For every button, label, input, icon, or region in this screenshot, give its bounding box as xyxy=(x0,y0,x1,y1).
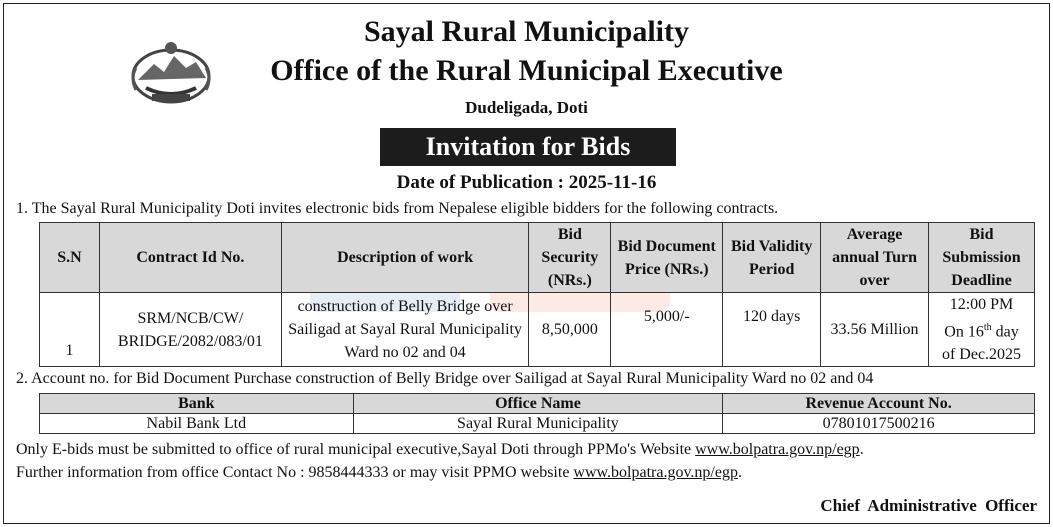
col-contract-id: Contract Id No. xyxy=(99,223,281,293)
ppmo-link-2[interactable]: www.bolpatra.gov.np/egp xyxy=(573,464,738,481)
submission-note xyxy=(16,440,864,460)
col-revenue-account: Revenue Account No. xyxy=(723,394,1035,414)
deadline-suffix: day xyxy=(991,323,1019,341)
cell-bid-security: 8,50,000 xyxy=(529,293,611,367)
deadline-time: 12:00 PM xyxy=(949,296,1014,313)
intro-text: 1. The Sayal Rural Municipality Doti invites electronic bids from Nepalese eligible bidders for the following contracts. xyxy=(16,200,779,217)
deadline-sup: th xyxy=(983,322,992,333)
ppmo-link[interactable]: www.bolpatra.gov.np/egp xyxy=(695,441,860,458)
account-note: 2. Account no. for Bid Document Purchase construction of Belly Bridge over Sailigad at Sayal Rural Municipality Ward no 02 and 04 xyxy=(16,370,874,387)
table-row xyxy=(40,293,1035,367)
cell-sn: 1 xyxy=(40,293,100,367)
col-description: Description of work xyxy=(281,223,529,293)
col-deadline: Bid Submission Deadline xyxy=(929,223,1035,293)
deadline-date: of Dec.2025 xyxy=(941,346,1022,364)
col-bid-security: Bid Security (NRs.) xyxy=(529,223,611,293)
signature: Chief Administrative Officer xyxy=(820,496,1037,515)
cell-turnover: 33.56 Million xyxy=(821,293,929,367)
col-sn: S.N xyxy=(40,223,100,293)
contact-text: Further information from office Contact No : 9858444333 or may visit PPMO website xyxy=(16,464,574,481)
cell-document-price: 5,000/- xyxy=(611,293,723,367)
bid-table-header xyxy=(40,223,1035,293)
account-table xyxy=(39,393,1035,434)
contact-end: . xyxy=(737,464,742,481)
cell-description: construction of Belly Bridge over Sailigad at Sayal Rural Municipality Ward no 02 and 04 xyxy=(281,293,529,367)
location: Dudeligada, Doti xyxy=(465,98,588,117)
cell-office-name: Sayal Rural Municipality xyxy=(353,414,723,434)
cell-deadline xyxy=(929,293,1035,367)
office-title: Office of the Rural Municipal Executive xyxy=(270,54,783,87)
bid-table xyxy=(39,222,1035,367)
invitation-banner: Invitation for Bids xyxy=(380,128,676,166)
col-turnover: Average annual Turn over xyxy=(821,223,929,293)
submission-text: Only E-bids must be submitted to office of rural municipal executive,Sayal Doti through PPMo's Website xyxy=(16,441,696,458)
publication-date: Date of Publication : 2025-11-16 xyxy=(396,172,657,193)
cell-validity: 120 days xyxy=(723,293,821,367)
col-document-price: Bid Document Price (NRs.) xyxy=(611,223,723,293)
cell-bank: Nabil Bank Ltd xyxy=(40,414,354,434)
cell-revenue-account: 07801017500216 xyxy=(723,414,1035,434)
col-bank: Bank xyxy=(40,394,354,414)
municipality-title: Sayal Rural Municipality xyxy=(363,15,690,48)
deadline-prefix: On 16 xyxy=(944,323,984,341)
table-row xyxy=(40,414,1035,434)
col-validity: Bid Validity Period xyxy=(723,223,821,293)
cell-contract-id: SRM/NCB/CW/ BRIDGE/2082/083/01 xyxy=(99,293,281,367)
deadline-day xyxy=(932,316,1031,343)
col-office-name: Office Name xyxy=(353,394,723,414)
contact-note xyxy=(16,463,742,483)
submission-end: . xyxy=(859,441,864,458)
account-table-header xyxy=(40,394,1035,414)
